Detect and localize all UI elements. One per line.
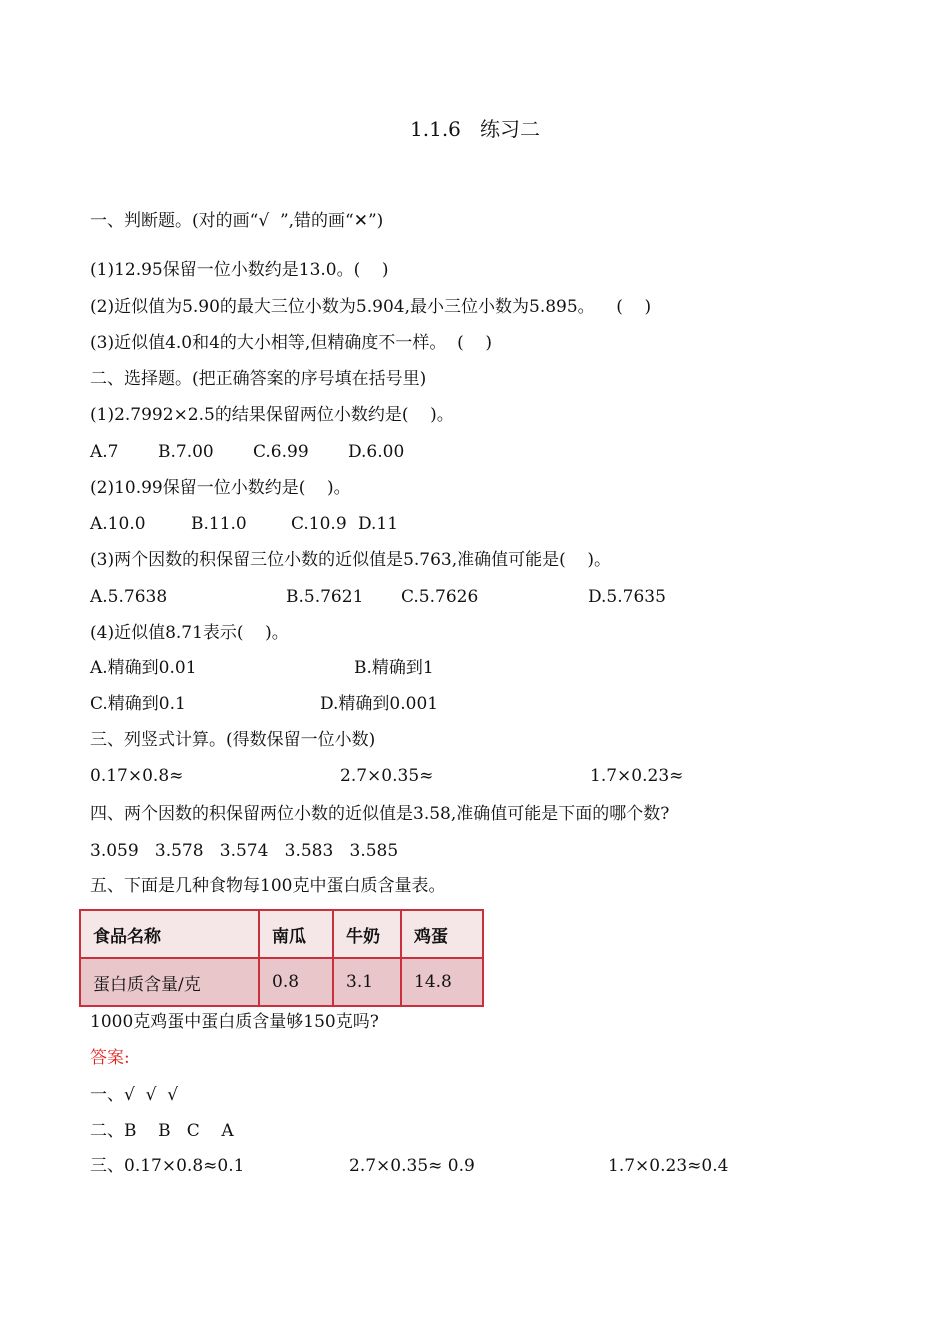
section-2-question-1: (1)2.7992×2.5的结果保留两位小数约是( )。	[90, 405, 454, 425]
calc-item: 0.17×0.8≈	[90, 766, 184, 786]
section-2-question-4: (4)近似值8.71表示( )。	[90, 623, 289, 643]
answer-3-item: 2.7×0.35≈ 0.9	[349, 1156, 475, 1176]
table-cell: 0.8	[259, 958, 333, 1006]
option: B.5.7621	[286, 587, 364, 607]
section-1-heading: 一、判断题。(对的画“√ ”,错的画“✕”)	[90, 211, 384, 231]
section-3-heading: 三、列竖式计算。(得数保留一位小数)	[90, 730, 376, 750]
section-5-question: 1000克鸡蛋中蛋白质含量够150克吗?	[90, 1012, 379, 1032]
table-header-cell: 牛奶	[333, 910, 401, 958]
option: C.10.9	[291, 514, 347, 534]
table-cell: 3.1	[333, 958, 401, 1006]
option: A.10.0	[90, 514, 146, 534]
section-2-question-3: (3)两个因数的积保留三位小数的近似值是5.763,准确值可能是( )。	[90, 550, 612, 570]
option: C.6.99	[253, 442, 309, 462]
option: D.6.00	[348, 442, 405, 462]
option: A.精确到0.01	[90, 658, 197, 678]
table-header-row	[80, 910, 483, 958]
calc-item: 2.7×0.35≈	[340, 766, 434, 786]
section-4-heading: 四、两个因数的积保留两位小数的近似值是3.58,准确值可能是下面的哪个数?	[90, 804, 670, 824]
option: D.精确到0.001	[320, 694, 439, 714]
option: C.精确到0.1	[90, 694, 186, 714]
section-1-question-2: (2)近似值为5.90的最大三位小数为5.904,最小三位小数为5.895。 ( )	[90, 297, 652, 317]
calc-item: 1.7×0.23≈	[590, 766, 684, 786]
table-header-cell: 鸡蛋	[401, 910, 483, 958]
protein-table	[79, 909, 484, 1007]
section-2-question-2: (2)10.99保留一位小数约是( )。	[90, 478, 351, 498]
option: D.11	[358, 514, 399, 534]
option: B.11.0	[191, 514, 247, 534]
table-cell: 蛋白质含量/克	[80, 958, 259, 1006]
option: D.5.7635	[588, 587, 666, 607]
option: B.7.00	[158, 442, 214, 462]
answer-2: 二、B B C A	[90, 1121, 234, 1141]
option: B.精确到1	[354, 658, 434, 678]
table-row	[80, 958, 483, 1006]
option: C.5.7626	[401, 587, 479, 607]
answer-1: 一、√ √ √	[90, 1085, 179, 1105]
section-1-question-1: (1)12.95保留一位小数约是13.0。( )	[90, 260, 389, 280]
section-5-heading: 五、下面是几种食物每100克中蛋白质含量表。	[90, 876, 446, 896]
option: A.7	[90, 442, 119, 462]
table-cell: 14.8	[401, 958, 483, 1006]
answer-3-item: 三、0.17×0.8≈0.1	[90, 1156, 245, 1176]
section-4-numbers: 3.059 3.578 3.574 3.583 3.585	[90, 841, 399, 861]
page-title: 1.1.6 练习二	[410, 117, 540, 141]
section-2-heading: 二、选择题。(把正确答案的序号填在括号里)	[90, 369, 427, 389]
answer-3-item: 1.7×0.23≈0.4	[608, 1156, 729, 1176]
answers-label: 答案:	[90, 1048, 130, 1068]
option: A.5.7638	[90, 587, 168, 607]
table-header-cell: 食品名称	[80, 910, 259, 958]
section-1-question-3: (3)近似值4.0和4的大小相等,但精确度不一样。 ( )	[90, 333, 493, 353]
table-header-cell: 南瓜	[259, 910, 333, 958]
